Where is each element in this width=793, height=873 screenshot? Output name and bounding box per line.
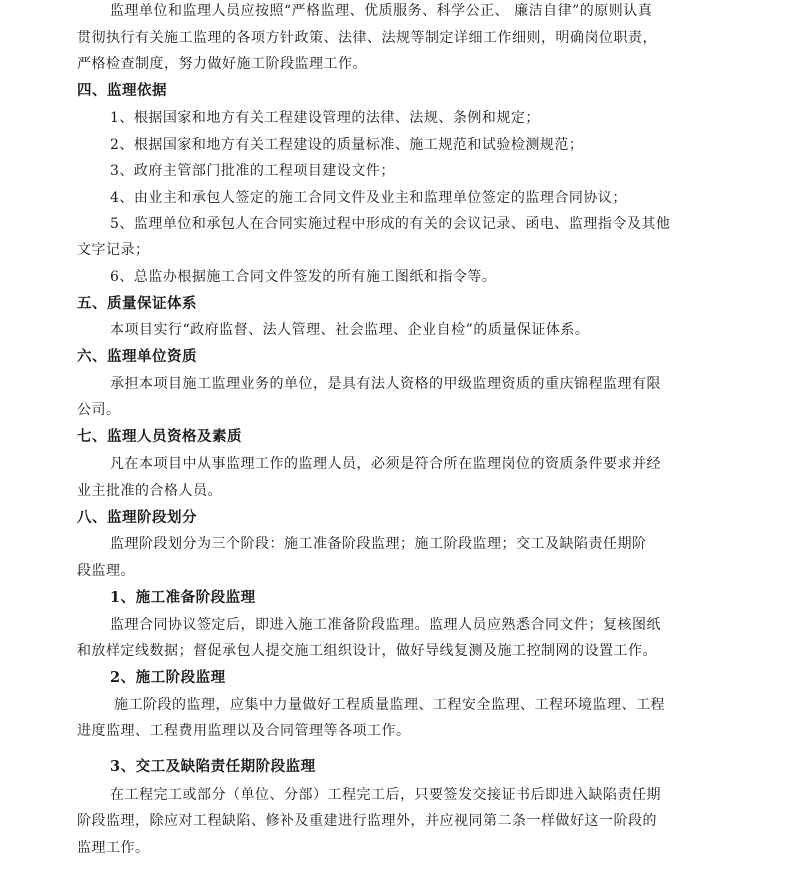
basis-item-1: 1、根据国家和地方有关工程建设管理的法律、法规、条例和规定；	[110, 110, 540, 126]
basis-item-3: 3、政府主管部门批准的工程项目建设文件；	[110, 163, 395, 179]
stages-line-2: 段监理。	[77, 563, 135, 579]
staff-qualification-line-2: 业主批准的合格人员。	[77, 483, 222, 499]
section-heading-basis: 四、监理依据	[77, 82, 167, 99]
preparation-stage-line-1: 监理合同协议签定后，即进入施工准备阶段监理。监理人员应熟悉合同文件；复核图纸	[110, 617, 661, 633]
handover-stage-line-3: 监理工作。	[77, 840, 150, 856]
basis-item-5-line-2: 文字记录；	[77, 242, 150, 258]
preparation-stage-line-2: 和放样定线数据；督促承包人提交施工组织设计，做好导线复测及施工控制网的设置工作。	[77, 643, 657, 659]
intro-paragraph-line-2: 贯彻执行有关施工监理的各项方针政策、法律、法规等制定详细工作细则，明确岗位职责，	[77, 30, 657, 46]
basis-item-4: 4、由业主和承包人签定的施工合同文件及业主和监理单位签定的监理合同协议；	[110, 190, 627, 206]
basis-item-6: 6、总监办根据施工合同文件签发的所有施工图纸和指令等。	[110, 269, 497, 285]
unit-qualification-line-1: 承担本项目施工监理业务的单位，是具有法人资格的甲级监理资质的重庆锦程监理有限	[110, 376, 661, 392]
stages-line-1: 监理阶段划分为三个阶段：施工准备阶段监理；施工阶段监理；交工及缺陷责任期阶	[110, 536, 647, 552]
intro-paragraph-line-3: 严格检查制度，努力做好施工阶段监理工作。	[77, 56, 367, 72]
basis-item-5-line-1: 5、监理单位和承包人在合同实施过程中形成的有关的会议记录、函电、监理指令及其他	[110, 216, 671, 232]
section-heading-unit-qualification: 六、监理单位资质	[77, 348, 197, 365]
construction-stage-line-2: 进度监理、工程费用监理以及合同管理等各项工作。	[77, 723, 411, 739]
subheading-handover-stage: 3、交工及缺陷责任期阶段监理	[110, 758, 316, 775]
staff-qualification-line-1: 凡在本项目中从事监理工作的监理人员，必须是符合所在监理岗位的资质条件要求并经	[110, 456, 661, 472]
section-heading-staff-qualification: 七、监理人员资格及素质	[77, 428, 242, 445]
subheading-construction-stage: 2、施工阶段监理	[110, 669, 226, 686]
intro-paragraph-line-1: 监理单位和监理人员应按照“严格监理、优质服务、科学公正、 廉洁自律”的原则认真	[110, 3, 653, 19]
subheading-preparation-stage: 1、施工准备阶段监理	[110, 589, 256, 606]
construction-stage-line-1: 施工阶段的监理，应集中力量做好工程质量监理、工程安全监理、工程环境监理、工程	[114, 697, 665, 713]
quality-system-text: 本项目实行“政府监督、法人管理、社会监理、企业自检”的质量保证体系。	[110, 322, 590, 338]
basis-item-2: 2、根据国家和地方有关工程建设的质量标准、施工规范和试验检测规范；	[110, 137, 584, 153]
handover-stage-line-2: 阶段监理，除应对工程缺陷、修补及重建进行监理外，并应视同第二条一样做好这一阶段的	[77, 813, 657, 829]
section-heading-quality-system: 五、质量保证体系	[77, 295, 197, 312]
unit-qualification-line-2: 公司。	[77, 402, 121, 418]
section-heading-stages: 八、监理阶段划分	[77, 509, 197, 526]
handover-stage-line-1: 在工程完工或部分（单位、分部）工程完工后，只要签发交接证书后即进入缺陷责任期	[110, 787, 661, 803]
